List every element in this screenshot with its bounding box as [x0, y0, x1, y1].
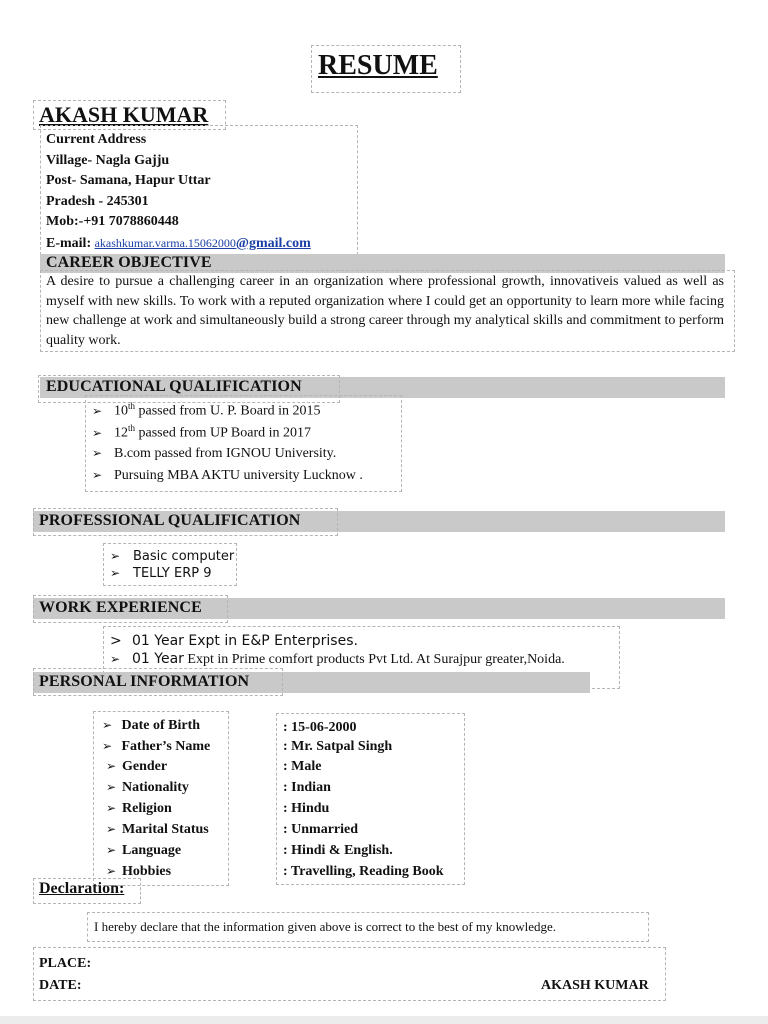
education-item-1: ➢ 10th passed from U. P. Board in 2015	[92, 401, 321, 419]
arrow-bullet-icon: ➢	[92, 425, 103, 440]
value-nationality: : Indian	[283, 780, 331, 795]
place-label: PLACE:	[39, 956, 92, 971]
arrow-bullet-icon: ➢	[106, 759, 117, 773]
personal-heading: PERSONAL INFORMATION	[39, 673, 250, 690]
date-label: DATE:	[39, 978, 82, 993]
page-title: RESUME	[318, 50, 438, 81]
arrow-bullet-icon: ➢	[92, 468, 103, 482]
label-hobbies: ➢ Hobbies	[106, 864, 172, 879]
arrow-bullet-icon: ➢	[106, 801, 117, 815]
work-heading: WORK EXPERIENCE	[39, 599, 202, 616]
value-hobbies: : Travelling, Reading Book	[283, 864, 444, 879]
label-date-of-birth: ➢ Date of Birth	[102, 718, 201, 733]
signature-name: AKASH KUMAR	[541, 978, 649, 993]
education-item-3: ➢ B.com passed from IGNOU University.	[92, 446, 337, 461]
label-marital-status: ➢ Marital Status	[106, 822, 209, 837]
arrow-bullet-icon: ➢	[102, 718, 113, 732]
label-gender: ➢ Gender	[106, 759, 168, 774]
arrow-bullet-icon: ➢	[102, 739, 113, 753]
arrow-bullet-icon: ➢	[92, 446, 103, 460]
value-marital-status: : Unmarried	[283, 822, 359, 837]
label-nationality: ➢ Nationality	[106, 780, 189, 795]
value-date-of-birth: : 15-06-2000	[283, 720, 357, 735]
value-religion: : Hindu	[283, 801, 330, 816]
arrow-bullet-icon: ➢	[106, 843, 117, 857]
professional-item-2: TELLY ERP 9	[133, 566, 212, 581]
contact-block	[46, 130, 311, 254]
email-label: E-mail:	[46, 235, 92, 251]
label-fathers-name: ➢ Father’s Name	[102, 739, 211, 754]
personal-labels-frame	[93, 711, 229, 886]
declaration-heading: Declaration:	[39, 880, 125, 897]
arrow-bullet-icon: ➢	[106, 780, 117, 794]
email-link[interactable]	[95, 236, 311, 251]
education-item-2: ➢ 12th passed from UP Board in 2017	[92, 423, 312, 441]
arrow-bullet-icon: ➢	[110, 566, 121, 580]
education-heading: EDUCATIONAL QUALIFICATION	[46, 378, 302, 395]
arrow-bullet-icon: ➢	[106, 822, 117, 836]
arrow-bullet-icon: ➢	[110, 652, 121, 666]
email-user: akashkumar.varma.15062000	[94, 235, 236, 250]
professional-heading: PROFESSIONAL QUALIFICATION	[39, 512, 301, 529]
address-line-2: Post- Samana, Hapur Uttar	[46, 173, 211, 188]
address-line-3: Pradesh - 245301	[46, 193, 149, 209]
arrow-bullet-icon: ➢	[106, 864, 117, 878]
address-line-1: Village- Nagla Gajju	[46, 152, 170, 168]
career-heading: CAREER OBJECTIVE	[46, 254, 212, 271]
career-objective-text: A desire to pursue a challenging career in an organization where professional growth, innovativeis valued as well as myself with new skills. To work with a reputed organization where I could get an opportunity to learn more while facing new challenge at work and simultaneously build a strong career through my analytical skills and commitment to perform quality work.	[46, 274, 724, 348]
candidate-name: AKASH KUMAR	[39, 102, 209, 127]
arrow-bullet-icon: ➢	[92, 403, 103, 418]
professional-item-1: Basic computer	[133, 549, 235, 564]
page-bottom-edge	[0, 1016, 768, 1024]
address-label: Current Address	[46, 132, 147, 147]
work-item-2: ➢ 01 Year Expt in Prime comfort products Pvt Ltd. At Surajpur greater,Noida.	[110, 651, 565, 667]
label-language: ➢ Language	[106, 843, 182, 858]
education-item-4: ➢ Pursuing MBA AKTU university Lucknow .	[92, 468, 363, 483]
label-religion: ➢ Religion	[106, 801, 172, 816]
value-language: : Hindi & English.	[283, 843, 393, 858]
arrow-bullet-icon: ➢	[110, 549, 121, 563]
email-domain: @gmail.com	[235, 235, 311, 251]
declaration-text: I hereby declare that the information given above is correct to the best of my knowledge.	[94, 919, 557, 934]
email-line	[46, 233, 311, 255]
work-item-1: > 01 Year Expt in E&P Enterprises.	[110, 633, 358, 649]
value-gender: : Male	[283, 759, 322, 774]
value-fathers-name: : Mr. Satpal Singh	[283, 739, 393, 754]
mobile-number: Mob:-+91 7078860448	[46, 214, 179, 229]
